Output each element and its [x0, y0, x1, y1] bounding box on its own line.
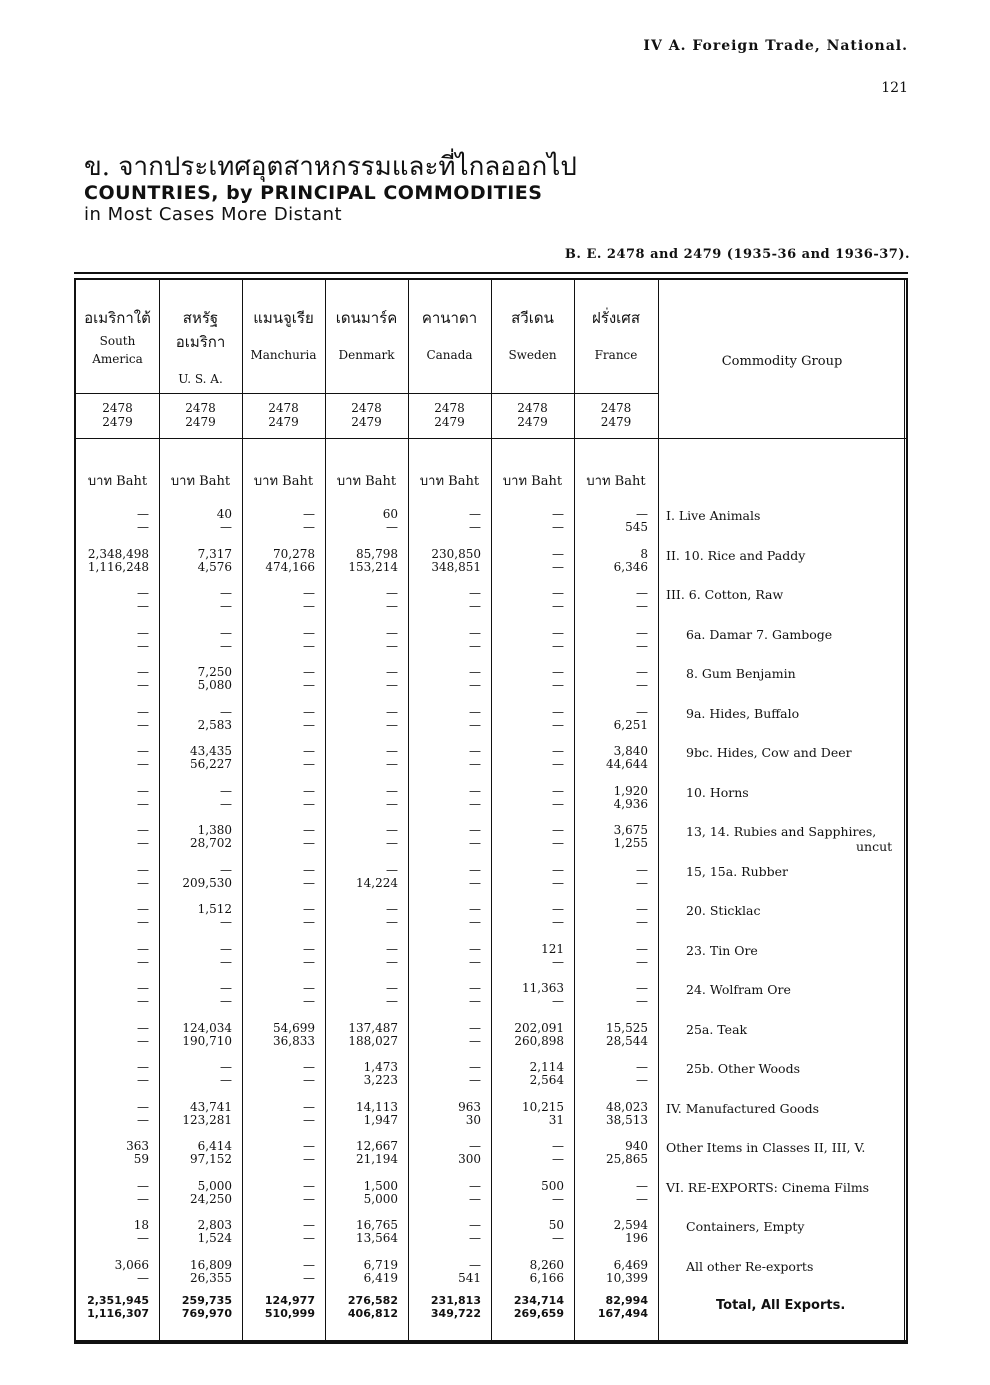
table-cell: — — [552, 744, 564, 771]
table-double-border [904, 278, 905, 1342]
commodity-label: II. 10. Rice and Paddy [666, 547, 806, 563]
commodity-label: III. 6. Cotton, Raw [666, 587, 784, 602]
table-cell: 16,809 26,355 [190, 1257, 232, 1285]
trade-table [74, 278, 908, 1342]
table-cell: — — [303, 981, 315, 1008]
running-head: IV A. Foreign Trade, National. [643, 38, 908, 54]
column-header-thai: อเมริกาใต้ [84, 309, 151, 327]
table-cell: — 2,583 [197, 704, 232, 732]
table-cell: — 14,224 [356, 862, 398, 890]
table-cell: — — [469, 902, 481, 929]
table-cell: — — [303, 823, 315, 850]
table-cell: 43,741 123,281 [182, 1099, 232, 1127]
table-cell: — 545 [625, 507, 648, 534]
column-years: 2478 2479 [434, 401, 465, 429]
commodity-label: 13, 14. Rubies and Sapphires, [686, 824, 877, 839]
table-cell: — — [552, 507, 564, 534]
commodity-label: 9a. Hides, Buffalo [686, 705, 800, 721]
column-header-thai: ฝรั่งเศส [592, 309, 640, 327]
table-cell: 60 — [382, 507, 398, 534]
column-header-english: France [594, 348, 638, 362]
table-cell: — — [137, 625, 149, 653]
table-cell: — — [552, 546, 564, 574]
table-cell: 16,765 13,564 [356, 1218, 398, 1245]
table-cell: — — [220, 586, 232, 613]
table-cell: — — [636, 586, 648, 613]
table-cell: — — [636, 862, 648, 890]
table-cell: 2,594 196 [613, 1218, 648, 1245]
column-header-english: Canada [426, 348, 473, 362]
table-cell: 8 6,346 [613, 546, 648, 574]
table-cell: 3,840 44,644 [606, 744, 648, 771]
column-years: 2478 2479 [268, 401, 299, 429]
total-cell: 231,813 349,722 [430, 1294, 481, 1320]
table-cell: — 541 [458, 1257, 481, 1285]
table-cell: 3,675 1,255 [613, 823, 648, 850]
table-cell: — — [469, 783, 481, 811]
table-cell: — — [469, 744, 481, 771]
table-cell: — — [552, 586, 564, 613]
table-cell: — — [552, 823, 564, 850]
table-cell: 2,348,498 1,116,248 [87, 546, 149, 574]
column-header-thai: สวีเดน [511, 309, 554, 327]
table-cell: — — [137, 902, 149, 929]
table-cell: 940 25,865 [606, 1139, 648, 1166]
table-cell: 363 59 [126, 1139, 149, 1166]
table-cell: 15,525 28,544 [606, 1020, 648, 1048]
column-divider [658, 280, 659, 1340]
table-cell: — — [303, 783, 315, 811]
table-cell: — — [552, 704, 564, 732]
table-cell: — — [386, 981, 398, 1008]
commodity-label: 25b. Other Woods [686, 1061, 800, 1076]
commodity-label: VI. RE-EXPORTS: Cinema Films [666, 1179, 870, 1195]
currency-label: บาท Baht [87, 474, 148, 489]
table-cell: — — [137, 1060, 149, 1087]
table-cell: — — [303, 665, 315, 692]
column-years: 2478 2479 [600, 401, 632, 429]
table-cell: — — [303, 1178, 315, 1206]
column-header [408, 280, 491, 393]
table-cell: — — [552, 1139, 564, 1166]
table-cell: — — [552, 862, 564, 890]
table-cell: — — [469, 665, 481, 692]
table-cell: 11,363 — [522, 981, 564, 1008]
table-cell: 8,260 6,166 [529, 1257, 564, 1285]
column-years: 2478 2479 [351, 401, 382, 429]
table-cell: — — [386, 704, 398, 732]
commodity-label: IV. Manufactured Goods [666, 1100, 820, 1116]
column-years: 2478 2479 [517, 401, 548, 429]
commodity-label: 10. Horns [686, 784, 749, 800]
table-cell: — — [220, 1060, 232, 1087]
column-header-thai: แมนจูเรีย [253, 309, 314, 327]
column-header-thai: เดนมาร์ค [335, 309, 398, 327]
commodity-label: Containers, Empty [686, 1219, 805, 1234]
column-header-english: U. S. A. [178, 372, 223, 386]
table-cell: 43,435 56,227 [190, 744, 232, 771]
table-cell: 40 — [216, 507, 232, 534]
column-years: 2478 2479 [102, 401, 133, 429]
table-cell: — — [137, 1178, 149, 1206]
table-cell: — — [469, 941, 481, 969]
total-cell: 2,351,945 1,116,307 [87, 1294, 149, 1320]
column-header-english: Denmark [338, 348, 395, 362]
total-cell: 234,714 269,659 [513, 1294, 564, 1320]
title-english-line1: COUNTRIES, by PRINCIPAL COMMODITIES [84, 182, 543, 204]
table-cell: — — [137, 586, 149, 613]
table-cell: — — [469, 1218, 481, 1245]
table-cell: — — [469, 981, 481, 1008]
table-cell: — — [137, 665, 149, 692]
currency-label: บาท Baht [170, 474, 231, 489]
column-header-english: Sweden [508, 348, 557, 362]
table-cell: 1,920 4,936 [613, 783, 648, 811]
table-cell: — — [636, 1060, 648, 1087]
table-cell: — — [303, 744, 315, 771]
table-cell: 10,215 31 [522, 1099, 564, 1127]
table-cell: 18 — [133, 1218, 149, 1245]
table-cell: — — [137, 1099, 149, 1127]
commodity-label: 15, 15a. Rubber [686, 863, 788, 879]
table-cell: — — [636, 902, 648, 929]
table-cell: 14,113 1,947 [356, 1099, 398, 1127]
table-cell: 137,487 188,027 [348, 1020, 398, 1048]
table-cell: — — [137, 862, 149, 890]
column-header-english: Manchuria [250, 348, 317, 362]
table-cell: 2,803 1,524 [197, 1218, 232, 1245]
table-cell: 1,380 28,702 [190, 823, 232, 850]
commodity-label: 24. Wolfram Ore [686, 982, 791, 997]
table-cell: — — [303, 1139, 315, 1166]
table-cell: — — [303, 507, 315, 534]
table-cell: — — [303, 941, 315, 969]
column-header [574, 280, 658, 393]
column-header [491, 280, 574, 393]
total-cell: 259,735 769,970 [181, 1294, 232, 1320]
period-label: B. E. 2478 and 2479 (1935-36 and 1936-37). [564, 247, 910, 262]
table-cell: — — [386, 783, 398, 811]
table-cell: — — [303, 1099, 315, 1127]
column-header-thai: สหรัฐ อเมริกา [175, 309, 226, 351]
commodity-label: Other Items in Classes II, III, V. [666, 1140, 866, 1155]
table-cell: — — [636, 1178, 648, 1206]
table-cell: 1,512 — [197, 902, 232, 929]
years-rule [76, 438, 906, 439]
table-cell: — — [386, 941, 398, 969]
table-cell: — — [386, 744, 398, 771]
commodity-label: All other Re-exports [686, 1258, 814, 1274]
title-english-line2: in Most Cases More Distant [84, 204, 343, 225]
table-cell: — — [137, 744, 149, 771]
commodity-group-header: Commodity Group [721, 354, 843, 369]
table-cell: 48,023 38,513 [606, 1099, 648, 1127]
table-cell: — — [636, 941, 648, 969]
table-cell: 12,667 21,194 [356, 1139, 398, 1166]
table-cell: — — [303, 862, 315, 890]
table-cell: — — [386, 665, 398, 692]
table-cell: 54,699 36,833 [273, 1020, 315, 1048]
table-cell: — — [303, 1060, 315, 1087]
column-header-english: South [99, 334, 136, 348]
table-cell: — — [386, 902, 398, 929]
table-cell: — — [386, 625, 398, 653]
table-cell: 6,469 10,399 [606, 1257, 648, 1285]
table-cell: 1,500 5,000 [363, 1178, 398, 1206]
commodity-label: 6a. Damar 7. Gamboge [686, 626, 833, 642]
title-thai: ข. จากประเทศอุตสาหกรรมและที่ไกลออกไป [84, 152, 577, 182]
table-cell: — 300 [458, 1139, 481, 1166]
table-cell: — — [137, 507, 149, 534]
table-cell: — — [137, 823, 149, 850]
bottom-rule [74, 1342, 908, 1344]
column-header [325, 280, 408, 393]
commodity-label: 23. Tin Ore [686, 942, 758, 958]
table-cell: 202,091 260,898 [514, 1020, 564, 1048]
table-cell: 963 30 [458, 1099, 481, 1127]
top-rule [74, 272, 908, 274]
table-cell: 5,000 24,250 [190, 1178, 232, 1206]
table-cell: — — [636, 665, 648, 692]
column-years: 2478 2479 [185, 401, 216, 429]
commodity-label: 8. Gum Benjamin [686, 666, 796, 681]
table-cell: — — [303, 625, 315, 653]
column-header-english: America [92, 352, 143, 366]
table-cell: — — [303, 586, 315, 613]
table-cell: — — [469, 823, 481, 850]
table-cell: 3,066 — [114, 1257, 149, 1285]
currency-label: บาท Baht [419, 474, 480, 489]
total-label: Total, All Exports. [716, 1298, 846, 1313]
table-cell: 1,473 3,223 [363, 1060, 398, 1087]
table-cell: 124,034 190,710 [182, 1020, 232, 1048]
table-cell: — — [303, 902, 315, 929]
total-cell: 124,977 510,999 [264, 1294, 315, 1320]
table-cell: — — [469, 704, 481, 732]
page-number: 121 [881, 80, 908, 96]
table-cell: 500 — [541, 1178, 564, 1206]
table-cell: — — [303, 1218, 315, 1245]
table-cell: 121 — [541, 941, 564, 969]
table-cell: 6,719 6,419 [363, 1257, 398, 1285]
table-cell: — 6,251 [613, 704, 648, 732]
table-cell: — — [552, 783, 564, 811]
table-cell: — — [469, 625, 481, 653]
currency-label: บาท Baht [253, 474, 314, 489]
commodity-label: 9bc. Hides, Cow and Deer [686, 745, 852, 760]
column-header [159, 280, 242, 393]
table-cell: — — [636, 981, 648, 1008]
table-cell: — — [552, 902, 564, 929]
column-header-thai: คานาดา [421, 309, 478, 327]
total-cell: 276,582 406,812 [347, 1294, 398, 1320]
commodity-label: I. Live Animals [666, 508, 761, 523]
table-cell: 50 — [548, 1218, 564, 1245]
table-cell: — — [137, 1020, 149, 1048]
column-header [242, 280, 325, 393]
table-cell: 70,278 474,166 [265, 546, 315, 574]
table-cell: — — [303, 1257, 315, 1285]
table-cell: 85,798 153,214 [348, 546, 398, 574]
table-cell: — — [220, 981, 232, 1008]
table-cell: — — [469, 507, 481, 534]
commodity-label: 25a. Teak [686, 1021, 748, 1037]
table-cell: — — [469, 1020, 481, 1048]
table-cell: 230,850 348,851 [431, 546, 481, 574]
table-cell: — 209,530 [182, 862, 232, 890]
table-cell: — — [469, 586, 481, 613]
table-cell: — — [552, 665, 564, 692]
table-cell: 7,317 4,576 [197, 546, 232, 574]
table-cell: — — [220, 941, 232, 969]
table-cell: — — [469, 862, 481, 890]
table-cell: — — [386, 586, 398, 613]
table-cell: — — [137, 783, 149, 811]
currency-label: บาท Baht [586, 474, 646, 489]
table-cell: — — [137, 704, 149, 732]
currency-label: บาท Baht [502, 474, 563, 489]
table-cell: — — [469, 1060, 481, 1087]
table-cell: — — [137, 941, 149, 969]
table-cell: — — [220, 783, 232, 811]
table-cell: — — [469, 1178, 481, 1206]
table-cell: — — [303, 704, 315, 732]
commodity-label: 20. Sticklac [686, 903, 761, 918]
table-cell: 2,114 2,564 [529, 1060, 564, 1087]
table-cell: 6,414 97,152 [190, 1139, 232, 1166]
table-cell: 7,250 5,080 [197, 665, 232, 692]
table-cell: — — [386, 823, 398, 850]
table-cell: — — [137, 981, 149, 1008]
total-cell: 82,994 167,494 [597, 1294, 648, 1320]
column-header [76, 280, 159, 393]
table-cell: — — [220, 625, 232, 653]
header-rule [76, 393, 658, 394]
table-cell: — — [636, 625, 648, 653]
table-cell: — — [552, 625, 564, 653]
commodity-label-continuation: uncut [856, 839, 893, 854]
currency-label: บาท Baht [336, 474, 397, 489]
